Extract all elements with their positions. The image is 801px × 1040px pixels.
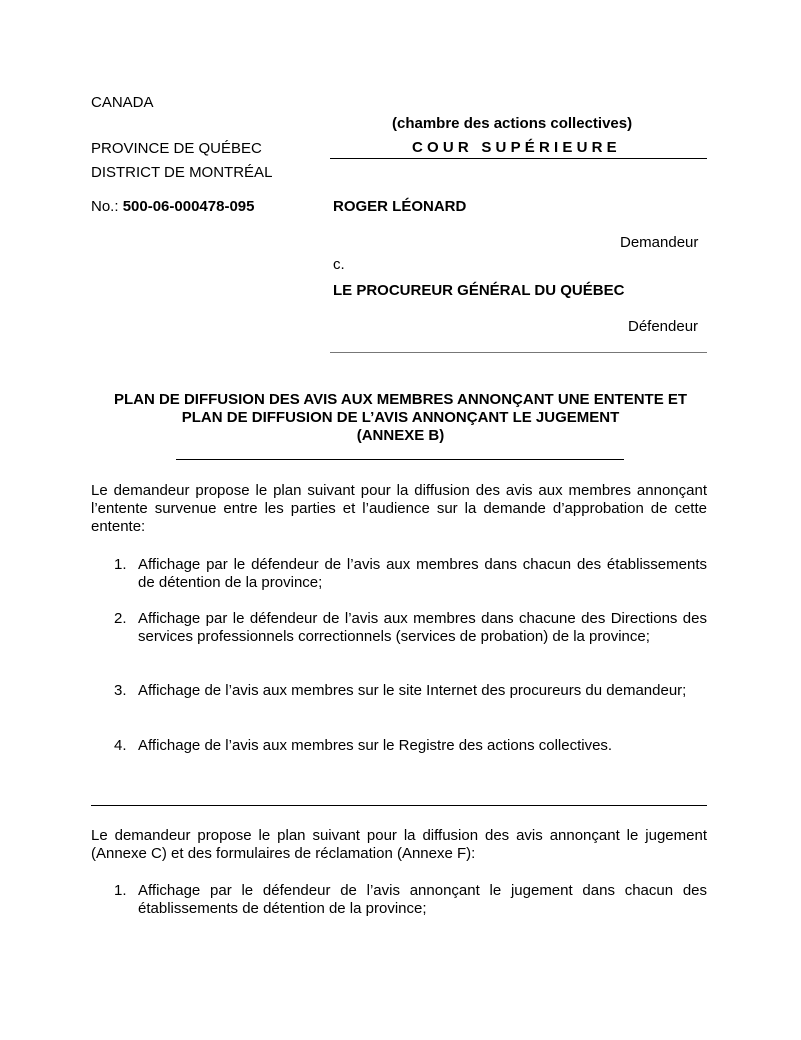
- plaintiff-name: ROGER LÉONARD: [333, 198, 467, 215]
- document-title: [90, 391, 711, 445]
- title-line-3: (ANNEXE B): [356, 427, 445, 444]
- section2-intro: Le demandeur propose le plan suivant pour la diffusion des avis annonçant le jugement (Annexe C) et des formulaires de réclamation (Annexe F):: [91, 827, 707, 862]
- file-number-label: No.:: [91, 198, 123, 215]
- list-item-number: 1.: [114, 882, 127, 899]
- list-item-text: Affichage de l’avis aux membres sur le Registre des actions collectives.: [138, 737, 613, 754]
- file-number: [91, 198, 254, 216]
- file-number-value: 500-06-000478-095: [122, 198, 255, 215]
- list-item-text: Affichage par le défendeur de l’avis aux membres dans chacune des Directions des services professionnels correctionnels (services de probation) de la province;: [138, 610, 707, 645]
- list-item-text: Affichage de l’avis aux membres sur le site Internet des procureurs du demandeur;: [138, 682, 687, 699]
- title-line-1: PLAN DE DIFFUSION DES AVIS AUX MEMBRES ANNONÇANT UNE ENTENTE ET: [113, 391, 688, 408]
- list-item-number: 3.: [114, 682, 127, 699]
- chamber-label: (chambre des actions collectives): [392, 115, 633, 132]
- parties-underline: [330, 352, 707, 353]
- defendant-role: Défendeur: [628, 318, 699, 335]
- province-label: PROVINCE DE QUÉBEC: [91, 140, 262, 157]
- list-item-text: Affichage par le défendeur de l’avis annonçant le jugement dans chacun des établissements de détention de la province;: [138, 882, 707, 917]
- court-underline: [330, 158, 707, 159]
- plaintiff-role: Demandeur: [620, 234, 699, 251]
- versus-label: c.: [333, 256, 345, 273]
- section1-intro: Le demandeur propose le plan suivant pour la diffusion des avis aux membres annonçant l’entente survenue entre les parties et l’audience sur la demande d’approbation de cette entente:: [91, 482, 707, 535]
- list-item-number: 4.: [114, 737, 127, 754]
- section-divider: [91, 805, 707, 806]
- defendant-name: LE PROCUREUR GÉNÉRAL DU QUÉBEC: [333, 282, 625, 299]
- list-item-text: Affichage par le défendeur de l’avis aux membres dans chacun des établissements de détention de la province;: [138, 556, 707, 591]
- court-name: COUR SUPÉRIEURE: [412, 139, 621, 156]
- country-label: CANADA: [91, 94, 154, 111]
- list-item-number: 1.: [114, 556, 127, 573]
- district-label: DISTRICT DE MONTRÉAL: [91, 164, 273, 181]
- title-underline: [176, 459, 624, 460]
- list-item-number: 2.: [114, 610, 127, 627]
- title-line-2: PLAN DE DIFFUSION DE L’AVIS ANNONÇANT LE JUGEMENT: [181, 409, 620, 426]
